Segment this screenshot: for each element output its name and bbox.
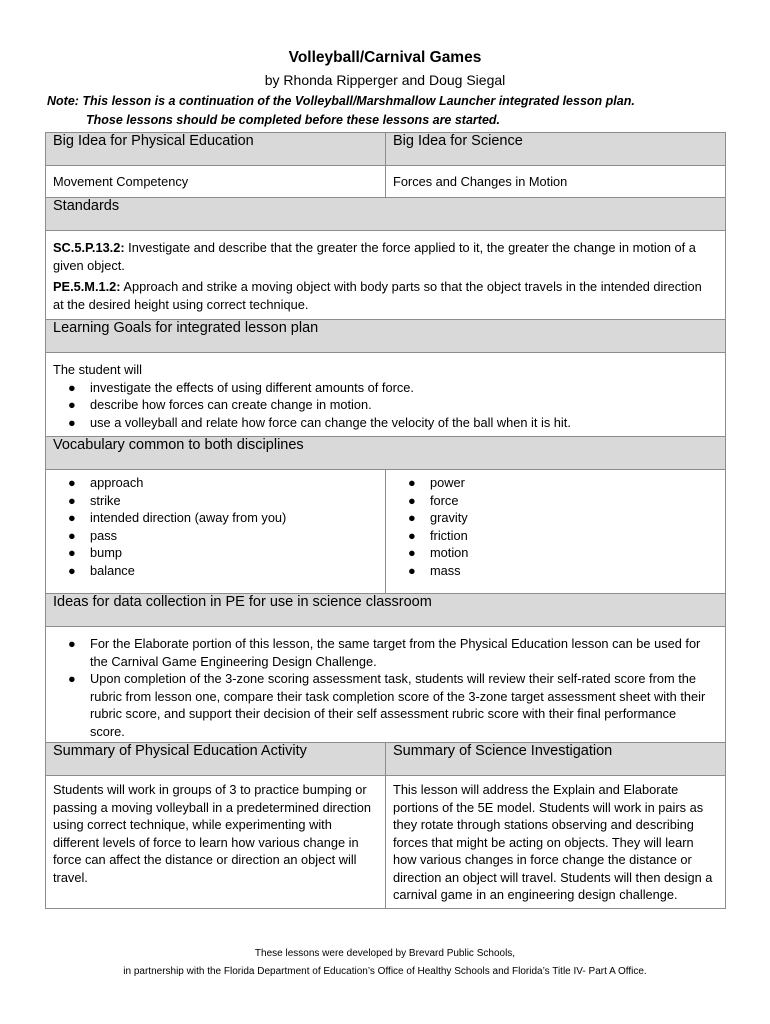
bullet-icon: ●	[408, 527, 416, 543]
learning-goals-body-row	[46, 353, 726, 437]
standard-code: SC.5.P.13.2:	[53, 240, 125, 255]
list-item: ● use a volleyball and relate how force can change the velocity of the ball when it is hit.	[68, 414, 571, 430]
big-idea-header-row	[46, 133, 726, 166]
list-item: ● Upon completion of the 3-zone scoring assessment task, students will review their self-rated score from the rubric from lesson one, compare their task completion score of the 3-zone target assessment sheet with their rubric score, and support their decision of their self assessment rubric score with their final performance score.	[68, 671, 706, 739]
learning-goals-body	[46, 353, 726, 437]
bullet-icon: ●	[68, 510, 76, 525]
bullet-icon: ●	[68, 475, 76, 490]
science-summary-header: Summary of Science Investigation	[386, 743, 726, 776]
bullet-icon: ●	[68, 671, 76, 686]
footer-line-2: in partnership with the Florida Department of Education’s Office of Healthy Schools and Florida’s Title IV- Part A Office.	[123, 966, 647, 977]
bullet-icon: ●	[408, 492, 416, 508]
list-item: ● friction	[408, 527, 468, 543]
standards-header-row	[46, 198, 726, 231]
bullet-icon: ●	[68, 527, 76, 543]
pe-summary-text: Students will work in groups of 3 to practice bumping or passing a moving volleyball in a predetermined direction using correct technique, while experimenting with different levels of force to learn how various change in force can affect the distance or direction an object will travel.	[46, 776, 386, 909]
list-item: ● gravity	[408, 510, 468, 525]
list-item: ● strike	[68, 492, 121, 508]
bullet-icon: ●	[68, 545, 76, 560]
pe-vocabulary-list	[46, 474, 385, 579]
list-item: ● motion	[408, 545, 469, 560]
data-collection-list	[46, 635, 707, 740]
summary-body-row	[46, 776, 726, 909]
bullet-icon: ●	[68, 397, 76, 412]
learning-goals-header: Learning Goals for integrated lesson plan	[46, 320, 726, 353]
data-collection-header: Ideas for data collection in PE for use in science classroom	[46, 594, 726, 627]
standard-code: PE.5.M.1.2:	[53, 279, 121, 294]
learning-goals-intro: The student will	[53, 362, 142, 377]
lesson-plan-table	[45, 132, 726, 909]
data-collection-body	[46, 627, 726, 743]
bullet-icon: ●	[408, 562, 416, 578]
pe-vocabulary-cell	[46, 470, 386, 594]
authors-line: by Rhonda Ripperger and Doug Siegal	[264, 72, 506, 88]
bullet-icon: ●	[68, 562, 76, 578]
list-item: ● intended direction (away from you)	[68, 510, 287, 525]
standards-body	[46, 231, 726, 320]
data-collection-body-row	[46, 627, 726, 743]
science-vocabulary-cell	[386, 470, 726, 594]
pe-big-idea-value: Movement Competency	[46, 166, 386, 198]
list-item: ● mass	[408, 562, 461, 578]
vocabulary-header-row	[46, 437, 726, 470]
standard-text: Approach and strike a moving object with body parts so that the object travels in the intended direction at the desired height using correct technique.	[53, 279, 702, 312]
bullet-icon: ●	[68, 492, 76, 508]
list-item: ● For the Elaborate portion of this lesson, the same target from the Physical Education lesson can be used for the Carnival Game Engineering Design Challenge.	[68, 636, 701, 669]
bullet-icon: ●	[68, 414, 76, 430]
science-vocabulary-list	[386, 474, 725, 579]
standard-science	[53, 239, 705, 274]
science-big-idea-value: Forces and Changes in Motion	[386, 166, 726, 198]
bullet-icon: ●	[408, 510, 416, 525]
note-line-1: Note: This lesson is a continuation of the Volleyball/Marshmallow Launcher integrated lesson plan.	[47, 94, 635, 108]
bullet-icon: ●	[68, 379, 76, 395]
list-item: ● approach	[68, 475, 144, 490]
big-idea-value-row	[46, 166, 726, 198]
list-item: ● bump	[68, 545, 123, 560]
vocabulary-body-row	[46, 470, 726, 594]
science-summary-text: This lesson will address the Explain and Elaborate portions of the 5E model. Students will work in pairs as they rotate through stations observing and describing forces that might be acting on objects. They will learn how various changes in force change the distance or direction an object will travel. Students will then design a carnival game in an engineering design challenge.	[386, 776, 726, 909]
list-item: ● describe how forces can create change in motion.	[68, 397, 372, 412]
science-big-idea-header: Big Idea for Science	[386, 133, 726, 166]
bullet-icon: ●	[68, 636, 76, 651]
summary-header-row	[46, 743, 726, 776]
pe-big-idea-header: Big Idea for Physical Education	[46, 133, 386, 166]
data-collection-header-row	[46, 594, 726, 627]
footer-line-1: These lessons were developed by Brevard Public Schools,	[254, 948, 516, 959]
list-item: ● investigate the effects of using different amounts of force.	[68, 379, 414, 395]
list-item: ● pass	[68, 527, 118, 543]
list-item: ● balance	[68, 562, 135, 578]
learning-goals-header-row	[46, 320, 726, 353]
list-item: ● force	[408, 492, 459, 508]
pe-summary-header: Summary of Physical Education Activity	[46, 743, 386, 776]
document-title: Volleyball/Carnival Games	[288, 49, 482, 66]
standards-body-row	[46, 231, 726, 320]
vocabulary-header: Vocabulary common to both disciplines	[46, 437, 726, 470]
standard-pe	[53, 278, 705, 313]
learning-goals-list	[46, 379, 725, 432]
bullet-icon: ●	[408, 475, 416, 490]
standards-header: Standards	[46, 198, 726, 231]
bullet-icon: ●	[408, 545, 416, 560]
note-line-2: Those lessons should be completed before these lessons are started.	[86, 113, 501, 127]
standard-text: Investigate and describe that the greater the force applied to it, the greater the change in motion of a given object.	[53, 240, 696, 273]
list-item: ● power	[408, 475, 465, 490]
